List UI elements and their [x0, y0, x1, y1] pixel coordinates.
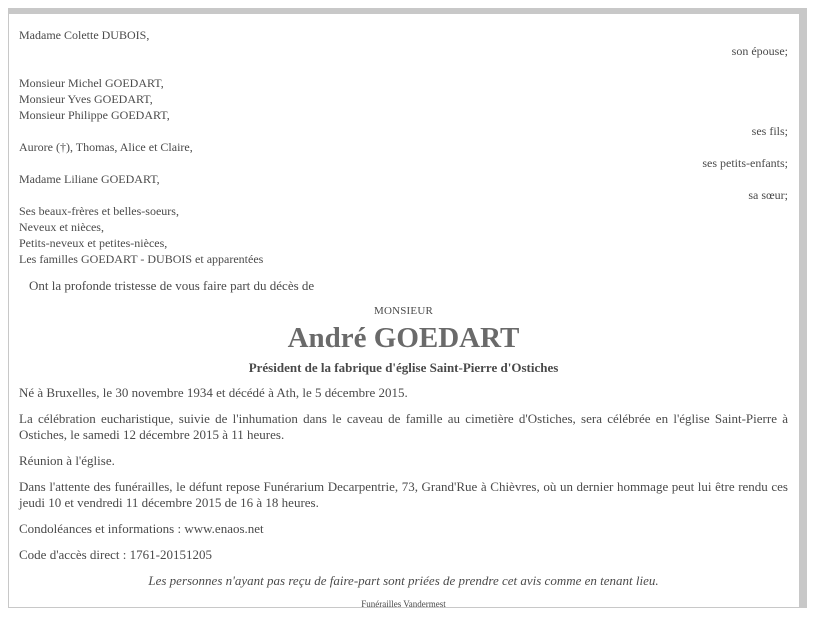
- son-name: Monsieur Yves GOEDART,: [19, 92, 153, 106]
- other-relatives: Les familles GOEDART - DUBOIS et apparentées: [19, 252, 264, 266]
- frame-right-border: [799, 8, 807, 608]
- frame-top-border: [8, 8, 807, 14]
- grandchildren-role: ses petits-enfants;: [702, 156, 788, 170]
- son-name: Monsieur Michel GOEDART,: [19, 76, 164, 90]
- deceased-title: MONSIEUR: [373, 305, 434, 317]
- deceased-name: André GOEDART: [287, 322, 520, 354]
- spacer: [19, 59, 788, 75]
- grandchildren-names: Aurore (†), Thomas, Alice et Claire,: [19, 140, 193, 154]
- deceased-role: Président de la fabrique d'église Saint-Pierre d'Ostiches: [248, 360, 559, 375]
- access-code-paragraph: Code d'accès direct : 1761-20151205: [19, 547, 212, 562]
- funeral-home-paragraph: Dans l'attente des funérailles, le défunt repose Funérarium Decarpentrie, 73, Grand'Rue à Chièvres, où un dernier hommage peut lui être rendu ces jeudi 10 et vendredi 11 décembre 2015 de 16 à 18 heures.: [19, 479, 788, 510]
- sons-role: ses fils;: [751, 124, 788, 138]
- spouse-role: son épouse;: [731, 44, 788, 58]
- announcement-text: Ont la profonde tristesse de vous faire part du décès de: [29, 278, 315, 293]
- death-notice: [19, 27, 788, 612]
- notice-note: Les personnes n'ayant pas reçu de faire-part sont priées de prendre cet avis comme en tenant lieu.: [148, 573, 659, 588]
- frame-left-border: [8, 14, 9, 608]
- spouse-name: Madame Colette DUBOIS,: [19, 28, 150, 42]
- other-relatives: Neveux et nièces,: [19, 220, 104, 234]
- meeting-paragraph: Réunion à l'église.: [19, 453, 115, 468]
- other-relatives: Petits-neveux et petites-nièces,: [19, 236, 168, 250]
- funeral-director: Funérailles Vandermest: [361, 599, 446, 609]
- birth-death-paragraph: Né à Bruxelles, le 30 novembre 1934 et décédé à Ath, le 5 décembre 2015.: [19, 385, 408, 400]
- other-relatives: Ses beaux-frères et belles-soeurs,: [19, 204, 179, 218]
- sister-role: sa sœur;: [748, 188, 788, 202]
- ceremony-paragraph: La célébration eucharistique, suivie de l'inhumation dans le caveau de famille au cimetière d'Ostiches, sera célébrée en l'église Saint-Pierre à Ostiches, le samedi 12 décembre 2015 à 11 heures.: [19, 411, 788, 442]
- condolences-paragraph: Condoléances et informations : www.enaos.net: [19, 521, 264, 536]
- son-name: Monsieur Philippe GOEDART,: [19, 108, 170, 122]
- sister-name: Madame Liliane GOEDART,: [19, 172, 160, 186]
